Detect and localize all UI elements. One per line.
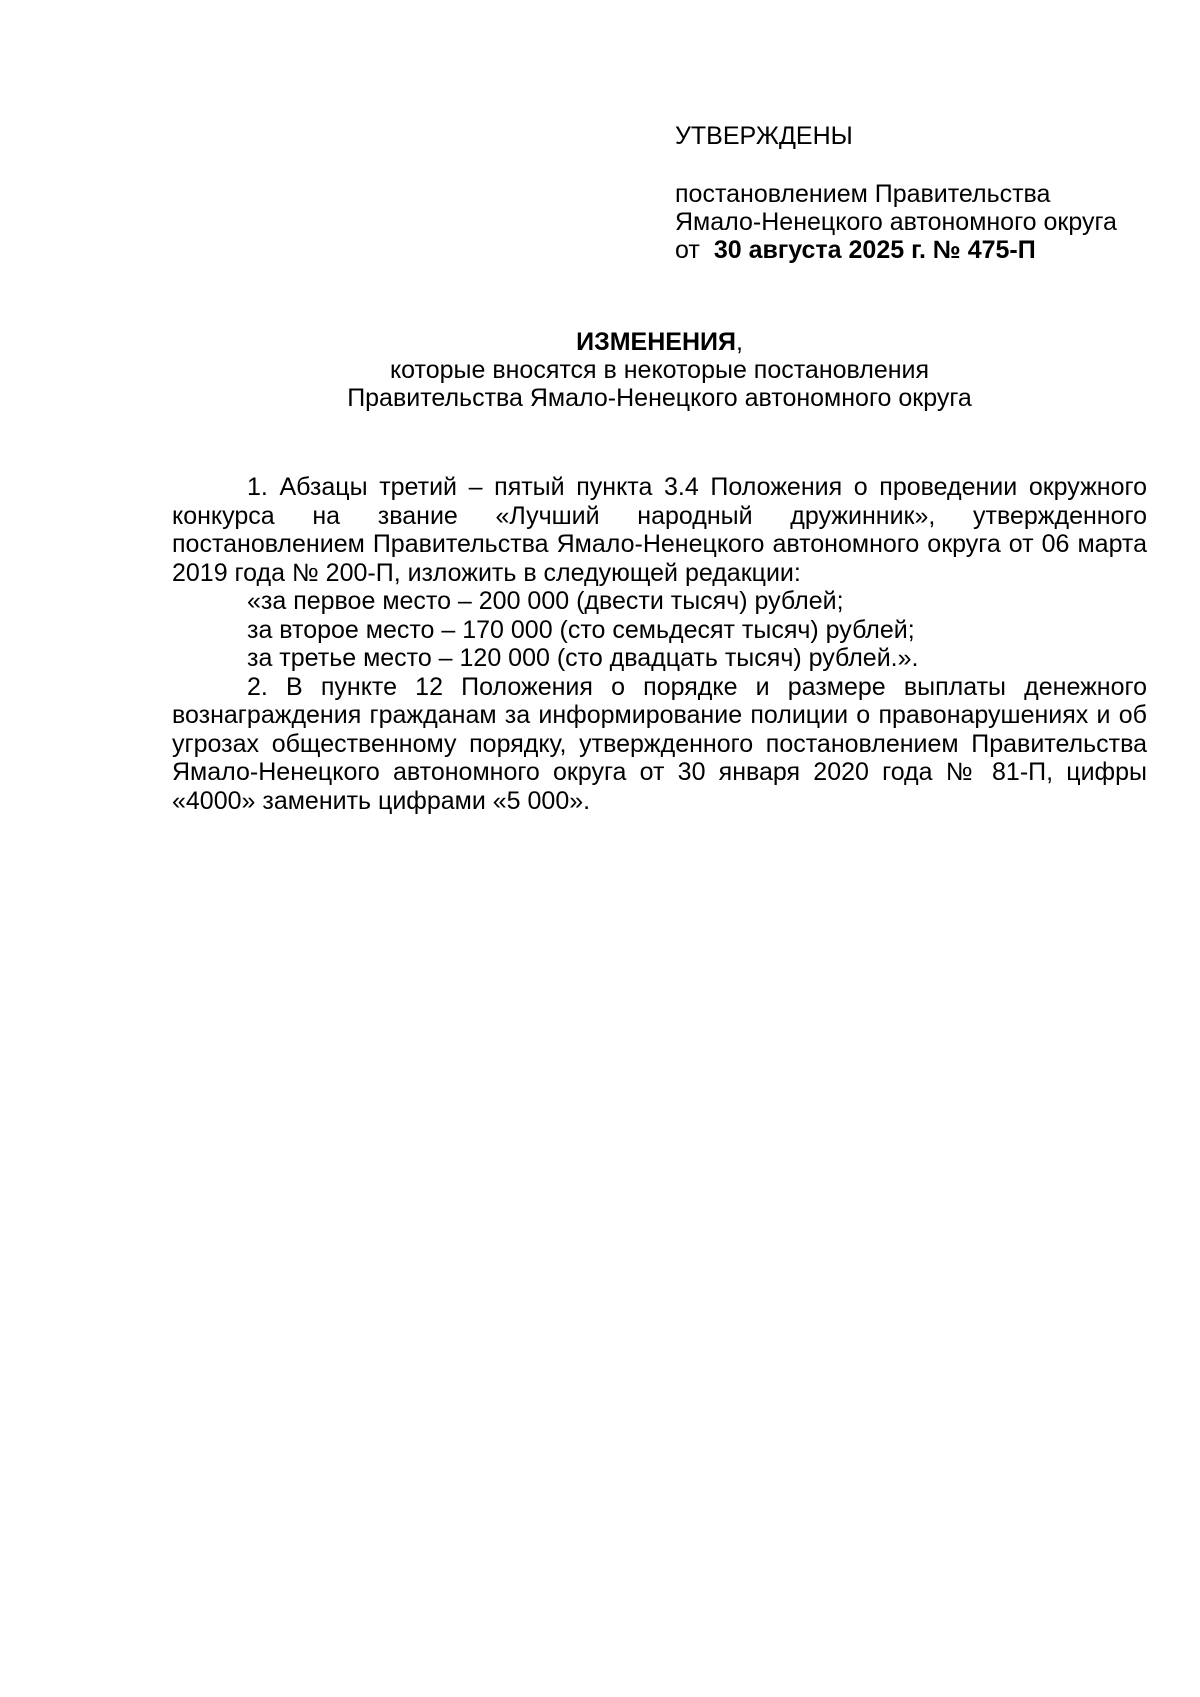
document-body <box>172 473 1147 815</box>
body-item-2: 2. В пункте 12 Положения о порядке и размере выплаты денежного вознаграждения гражданам за информирование полиции о правонарушениях и об угрозах общественному порядку, утвержденного постановлением Правительства Ямало-Ненецкого автономного округа от 30 января 2020 года № 81-П, цифры «4000» заменить цифрами «5 000». <box>172 672 1147 815</box>
approval-line-2: Ямало-Ненецкого автономного округа <box>675 208 1117 236</box>
approval-line-1: постановлением Правительства <box>675 180 1051 208</box>
document-subtitle-line-2: Правительства Ямало-Ненецкого автономного округа <box>347 384 972 412</box>
document-title-suffix: , <box>735 328 743 356</box>
document-title-main: ИЗМЕНЕНИЯ <box>576 328 736 356</box>
document-title-block <box>172 328 1147 412</box>
body-item-1: 1. Абзацы третий – пятый пункта 3.4 Положения о проведении окружного конкурса на звание «Лучший народный дружинник», утвержденного постановлением Правительства Ямало-Ненецкого автономного округа от 06 марта 2019 года № 200-П, изложить в следующей редакции: <box>172 473 1147 587</box>
approval-block <box>675 122 1175 264</box>
approval-heading: УТВЕРЖДЕНЫ <box>675 122 853 150</box>
body-quote-line-3: за третье место – 120 000 (сто двадцать тысяч) рублей.». <box>247 644 919 672</box>
approval-date-prefix: от <box>675 236 700 264</box>
approval-date-line <box>675 236 1175 264</box>
body-quote-line-1: «за первое место – 200 000 (двести тысяч) рублей; <box>247 587 844 615</box>
document-title <box>172 328 1147 356</box>
document-subtitle-line-1: которые вносятся в некоторые постановления <box>389 356 930 384</box>
approval-date-value: 30 августа 2025 г. № 475-П <box>713 236 1036 264</box>
body-quote-line-2: за второе место – 170 000 (сто семьдесят тысяч) рублей; <box>247 615 915 644</box>
